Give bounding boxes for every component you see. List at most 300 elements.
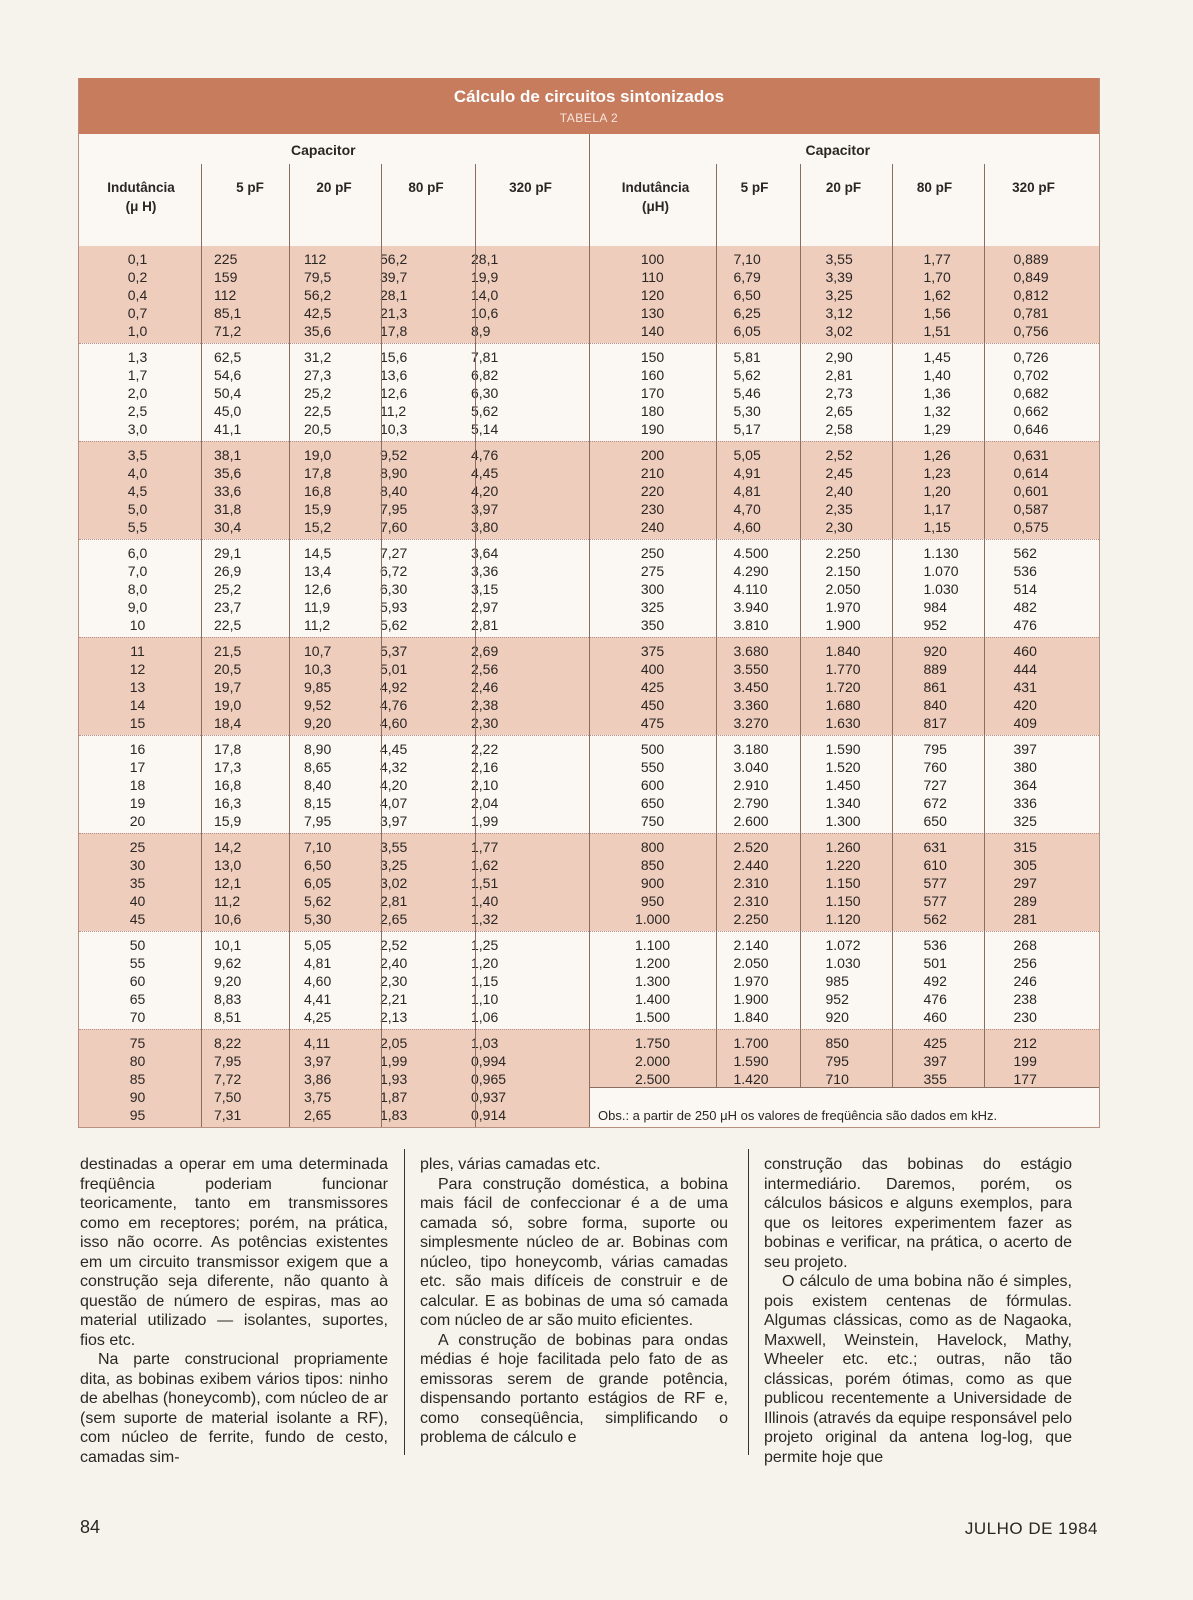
- value-20pf-cell: 4,41: [304, 991, 332, 1007]
- table-row: [79, 990, 589, 1008]
- inductance-cell: 60: [129, 973, 146, 989]
- inductance-cell: 150: [640, 349, 665, 365]
- value-320pf-cell: 28,1: [471, 251, 499, 267]
- value-80pf-cell: 397: [923, 1053, 947, 1069]
- capacitor-heading-right: Capacitor: [805, 142, 871, 158]
- table-row-group: [79, 343, 589, 441]
- value-20pf-cell: 35,6: [304, 323, 332, 339]
- inductance-cell: 85: [129, 1071, 146, 1087]
- value-5pf-cell: 2.520: [733, 839, 769, 855]
- inductance-cell: 425: [640, 679, 665, 695]
- inductance-cell: 3,0: [127, 421, 148, 437]
- value-20pf-cell: 5,62: [304, 893, 332, 909]
- value-320pf-cell: 0,601: [1013, 483, 1049, 499]
- value-80pf-cell: 7,95: [380, 501, 408, 517]
- table-row: [590, 740, 1100, 758]
- col-head-80pf-right: 80 pF: [916, 180, 953, 195]
- table-row-group: [79, 246, 589, 343]
- value-320pf-cell: 0,756: [1013, 323, 1049, 339]
- inductance-cell: 275: [640, 563, 665, 579]
- value-20pf-cell: 56,2: [304, 287, 332, 303]
- value-320pf-cell: 460: [1013, 643, 1037, 659]
- inductance-cell: 10: [129, 617, 146, 633]
- value-80pf-cell: 15,6: [380, 349, 408, 365]
- col-head-5pf-right: 5 pF: [740, 180, 769, 195]
- table-row-group: [590, 539, 1100, 637]
- page-number: 84: [80, 1517, 101, 1537]
- value-320pf-cell: 5,14: [471, 421, 499, 437]
- value-20pf-cell: 1.072: [825, 937, 861, 953]
- value-80pf-cell: 1,62: [923, 287, 951, 303]
- value-80pf-cell: 8,90: [380, 465, 408, 481]
- value-5pf-cell: 2.050: [733, 955, 769, 971]
- table-row: [79, 758, 589, 776]
- table-row-group: [79, 441, 589, 539]
- value-20pf-cell: 2.150: [825, 563, 861, 579]
- table-row: [590, 812, 1100, 830]
- article-paragraph: construção das bobinas do estágio intermediário. Daremos, porém, os cálculos básicos e alguns exemplos, para que os leitores experimentem fazer as bobinas e verificar, na prática, o acerto de seu projeto.: [764, 1156, 1072, 1271]
- value-20pf-cell: 1.840: [825, 643, 861, 659]
- value-5pf-cell: 2.140: [733, 937, 769, 953]
- value-320pf-cell: 297: [1013, 875, 1037, 891]
- value-320pf-cell: 0,726: [1013, 349, 1049, 365]
- value-5pf-cell: 38,1: [214, 447, 242, 463]
- table-row: [79, 660, 589, 678]
- value-80pf-cell: 984: [923, 599, 947, 615]
- value-320pf-cell: 476: [1013, 617, 1037, 633]
- value-80pf-cell: 39,7: [380, 269, 408, 285]
- value-80pf-cell: 672: [923, 795, 947, 811]
- table-right-body: [590, 246, 1100, 1109]
- table-row: [590, 250, 1100, 268]
- inductance-cell: 220: [640, 483, 665, 499]
- value-5pf-cell: 29,1: [214, 545, 242, 561]
- value-5pf-cell: 2.440: [733, 857, 769, 873]
- value-320pf-cell: 2,56: [471, 661, 499, 677]
- value-5pf-cell: 19,0: [214, 697, 242, 713]
- value-320pf-cell: 336: [1013, 795, 1037, 811]
- value-5pf-cell: 22,5: [214, 617, 242, 633]
- inductance-cell: 12: [129, 661, 146, 677]
- value-80pf-cell: 861: [923, 679, 947, 695]
- value-80pf-cell: 610: [923, 857, 947, 873]
- value-5pf-cell: 16,8: [214, 777, 242, 793]
- value-80pf-cell: 4,76: [380, 697, 408, 713]
- table-row: [590, 366, 1100, 384]
- value-5pf-cell: 13,0: [214, 857, 242, 873]
- value-20pf-cell: 1.770: [825, 661, 861, 677]
- value-20pf-cell: 5,05: [304, 937, 332, 953]
- value-80pf-cell: 2,13: [380, 1009, 408, 1025]
- value-320pf-cell: 1,25: [471, 937, 499, 953]
- value-80pf-cell: 2,65: [380, 911, 408, 927]
- table-row: [590, 402, 1100, 420]
- value-5pf-cell: 19,7: [214, 679, 242, 695]
- value-5pf-cell: 5,46: [733, 385, 761, 401]
- value-20pf-cell: 9,20: [304, 715, 332, 731]
- inductance-cell: 210: [640, 465, 665, 481]
- value-5pf-cell: 23,7: [214, 599, 242, 615]
- inductance-cell: 750: [640, 813, 665, 829]
- value-5pf-cell: 41,1: [214, 421, 242, 437]
- value-80pf-cell: 3,25: [380, 857, 408, 873]
- value-80pf-cell: 4,45: [380, 741, 408, 757]
- value-20pf-cell: 710: [825, 1071, 849, 1087]
- value-5pf-cell: 159: [214, 269, 238, 285]
- value-320pf-cell: 3,15: [471, 581, 499, 597]
- table-row: [590, 972, 1100, 990]
- inductance-cell: 2.500: [634, 1071, 671, 1087]
- inductance-cell: 5,0: [127, 501, 148, 517]
- inductance-cell: 25: [129, 839, 146, 855]
- value-80pf-cell: 1.070: [923, 563, 959, 579]
- inductance-cell: 3,5: [127, 447, 148, 463]
- value-80pf-cell: 795: [923, 741, 947, 757]
- inductance-cell: 70: [129, 1009, 146, 1025]
- value-20pf-cell: 2,45: [825, 465, 853, 481]
- value-20pf-cell: 1.450: [825, 777, 861, 793]
- value-5pf-cell: 7,31: [214, 1107, 242, 1123]
- col-head-5pf: 5 pF: [236, 180, 264, 195]
- value-80pf-cell: 840: [923, 697, 947, 713]
- table-title-bar: [79, 78, 1099, 134]
- value-80pf-cell: 1.130: [923, 545, 959, 561]
- table-left-body: [79, 246, 589, 1127]
- table-left-half: [79, 134, 589, 1127]
- value-20pf-cell: 2,52: [825, 447, 853, 463]
- value-320pf-cell: 0,781: [1013, 305, 1049, 321]
- value-320pf-cell: 3,64: [471, 545, 499, 561]
- value-5pf-cell: 3.040: [733, 759, 769, 775]
- inductance-cell: 1,7: [127, 367, 148, 383]
- value-5pf-cell: 10,1: [214, 937, 242, 953]
- value-20pf-cell: 11,2: [304, 617, 331, 633]
- inductance-cell: 55: [129, 955, 146, 971]
- value-5pf-cell: 1.590: [733, 1053, 769, 1069]
- value-320pf-cell: 0,914: [471, 1107, 507, 1123]
- inductance-cell: 16: [129, 741, 146, 757]
- inductance-cell: 450: [640, 697, 665, 713]
- table-row: [590, 990, 1100, 1008]
- table-row: [79, 954, 589, 972]
- value-20pf-cell: 2,65: [825, 403, 853, 419]
- value-320pf-cell: 3,36: [471, 563, 499, 579]
- value-20pf-cell: 9,52: [304, 697, 332, 713]
- inductance-heading-right: Indutância (μH): [621, 180, 690, 214]
- value-5pf-cell: 15,9: [214, 813, 242, 829]
- table-row: [79, 304, 589, 322]
- value-320pf-cell: 4,45: [471, 465, 499, 481]
- value-320pf-cell: 420: [1013, 697, 1037, 713]
- value-20pf-cell: 1.680: [825, 697, 861, 713]
- table-row: [79, 838, 589, 856]
- value-80pf-cell: 11,2: [380, 403, 407, 419]
- value-5pf-cell: 16,3: [214, 795, 242, 811]
- table-row: [79, 1106, 589, 1124]
- table-row: [590, 464, 1100, 482]
- value-5pf-cell: 3.810: [733, 617, 769, 633]
- value-80pf-cell: 12,6: [380, 385, 408, 401]
- table-row: [79, 642, 589, 660]
- value-80pf-cell: 10,3: [380, 421, 408, 437]
- table-row: [590, 268, 1100, 286]
- value-320pf-cell: 1,40: [471, 893, 499, 909]
- value-20pf-cell: 9,85: [304, 679, 332, 695]
- value-320pf-cell: 230: [1013, 1009, 1037, 1025]
- value-5pf-cell: 3.270: [733, 715, 769, 731]
- value-80pf-cell: 760: [923, 759, 947, 775]
- inductance-cell: 35: [129, 875, 146, 891]
- article-paragraph: O cálculo de uma bobina não é simples, pois existem centenas de fórmulas. Algumas clássicas, como as de Nagaoka, Maxwell, Weinstein, Havelock, Mathy, Wheeler etc. etc.; outras, não tão clássicas, porém ótimas, como as que publicou recentemente a Universidade de Illinois (através da equipe responsável pelo projeto original da antena log-log, que permite hoje que: [764, 1273, 1072, 1466]
- col-head-320pf: 320 pF: [509, 180, 552, 195]
- inductance-cell: 4,0: [127, 465, 148, 481]
- value-80pf-cell: 2,21: [380, 991, 408, 1007]
- inductance-cell: 90: [129, 1089, 146, 1105]
- value-80pf-cell: 1,40: [923, 367, 951, 383]
- inductance-cell: 65: [129, 991, 146, 1007]
- value-20pf-cell: 1.590: [825, 741, 861, 757]
- inductance-cell: 0,2: [127, 269, 148, 285]
- value-320pf-cell: 1,32: [471, 911, 499, 927]
- value-80pf-cell: 2,81: [380, 893, 408, 909]
- value-80pf-cell: 1,77: [923, 251, 951, 267]
- inductance-cell: 1.100: [634, 937, 671, 953]
- value-320pf-cell: 1,62: [471, 857, 499, 873]
- value-320pf-cell: 8,9: [471, 323, 491, 339]
- value-320pf-cell: 212: [1013, 1035, 1037, 1051]
- value-320pf-cell: 444: [1013, 661, 1037, 677]
- value-20pf-cell: 20,5: [304, 421, 332, 437]
- value-80pf-cell: 1,93: [380, 1071, 408, 1087]
- inductance-cell: 130: [640, 305, 665, 321]
- value-320pf-cell: 19,9: [471, 269, 499, 285]
- value-5pf-cell: 31,8: [214, 501, 242, 517]
- value-5pf-cell: 62,5: [214, 349, 242, 365]
- table-row: [590, 384, 1100, 402]
- value-20pf-cell: 2,65: [304, 1107, 332, 1123]
- value-20pf-cell: 2,40: [825, 483, 853, 499]
- inductance-cell: 350: [640, 617, 665, 633]
- value-5pf-cell: 4,60: [733, 519, 761, 535]
- value-5pf-cell: 5,62: [733, 367, 761, 383]
- value-20pf-cell: 8,65: [304, 759, 332, 775]
- value-80pf-cell: 4,07: [380, 795, 408, 811]
- value-20pf-cell: 1.150: [825, 875, 861, 891]
- value-320pf-cell: 2,46: [471, 679, 499, 695]
- value-80pf-cell: 5,62: [380, 617, 408, 633]
- value-20pf-cell: 1.630: [825, 715, 861, 731]
- value-320pf-cell: 281: [1013, 911, 1037, 927]
- value-5pf-cell: 50,4: [214, 385, 242, 401]
- value-320pf-cell: 0,812: [1013, 287, 1049, 303]
- table-row: [590, 562, 1100, 580]
- value-5pf-cell: 8,22: [214, 1035, 242, 1051]
- table-row: [79, 696, 589, 714]
- inductance-cell: 240: [640, 519, 665, 535]
- table-row: [590, 322, 1100, 340]
- table-row: [590, 446, 1100, 464]
- table-row: [590, 1034, 1100, 1052]
- article-column-3: [764, 1155, 1072, 1467]
- value-80pf-cell: 7,60: [380, 519, 408, 535]
- value-5pf-cell: 45,0: [214, 403, 242, 419]
- table-row: [590, 856, 1100, 874]
- value-80pf-cell: 492: [923, 973, 947, 989]
- value-80pf-cell: 21,3: [380, 305, 408, 321]
- value-20pf-cell: 22,5: [304, 403, 332, 419]
- inductance-cell: 11: [130, 643, 145, 659]
- inductance-cell: 500: [640, 741, 665, 757]
- value-80pf-cell: 2,52: [380, 937, 408, 953]
- col-head-80pf: 80 pF: [408, 180, 444, 195]
- inductance-cell: 45: [129, 911, 146, 927]
- table-row: [79, 580, 589, 598]
- value-320pf-cell: 1,20: [471, 955, 499, 971]
- value-80pf-cell: 1,87: [380, 1089, 408, 1105]
- value-5pf-cell: 1.970: [733, 973, 769, 989]
- table-row-group: [590, 735, 1100, 833]
- inductance-cell: 95: [129, 1107, 146, 1123]
- value-320pf-cell: 0,965: [471, 1071, 507, 1087]
- inductance-cell: 1.500: [634, 1009, 671, 1025]
- value-20pf-cell: 17,8: [304, 465, 332, 481]
- value-320pf-cell: 6,30: [471, 385, 499, 401]
- value-320pf-cell: 2,69: [471, 643, 499, 659]
- value-80pf-cell: 1,70: [923, 269, 951, 285]
- value-320pf-cell: 0,646: [1013, 421, 1049, 437]
- value-320pf-cell: 1,10: [471, 991, 499, 1007]
- inductance-cell: 19: [129, 795, 146, 811]
- value-320pf-cell: 2,22: [471, 741, 499, 757]
- inductance-cell: 1.200: [634, 955, 671, 971]
- inductance-cell: 180: [640, 403, 665, 419]
- issue-date: JULHO DE 1984: [964, 1519, 1098, 1538]
- inductance-cell: 40: [129, 893, 146, 909]
- table-row: [79, 1034, 589, 1052]
- value-80pf-cell: 889: [923, 661, 947, 677]
- value-5pf-cell: 4.290: [733, 563, 769, 579]
- value-80pf-cell: 3,02: [380, 875, 408, 891]
- value-5pf-cell: 11,2: [214, 893, 241, 909]
- inductance-cell: 30: [129, 857, 146, 873]
- value-5pf-cell: 4,81: [733, 483, 761, 499]
- value-20pf-cell: 15,9: [304, 501, 332, 517]
- value-320pf-cell: 2,81: [471, 617, 499, 633]
- inductance-heading-left: Indutância (μ H): [107, 180, 175, 214]
- value-20pf-cell: 3,97: [304, 1053, 332, 1069]
- value-5pf-cell: 1.700: [733, 1035, 769, 1051]
- value-20pf-cell: 1.720: [825, 679, 861, 695]
- value-320pf-cell: 199: [1013, 1053, 1037, 1069]
- table-row: [590, 580, 1100, 598]
- table-row: [590, 286, 1100, 304]
- value-80pf-cell: 1,26: [923, 447, 951, 463]
- value-20pf-cell: 1.220: [825, 857, 861, 873]
- value-80pf-cell: 1,56: [923, 305, 951, 321]
- value-20pf-cell: 1.520: [825, 759, 861, 775]
- table-row: [79, 874, 589, 892]
- table-row: [79, 322, 589, 340]
- table-row: [79, 1008, 589, 1026]
- value-80pf-cell: 1,23: [923, 465, 951, 481]
- col-head-320pf-right: 320 pF: [1012, 180, 1055, 195]
- value-320pf-cell: 0,849: [1013, 269, 1049, 285]
- value-5pf-cell: 7,72: [214, 1071, 242, 1087]
- table-note: Obs.: a partir de 250 μH os valores de freqüência são dados em kHz.: [589, 1087, 1099, 1127]
- table-row-group: [590, 343, 1100, 441]
- value-20pf-cell: 1.260: [825, 839, 861, 855]
- value-5pf-cell: 2.310: [733, 875, 769, 891]
- table-title: Cálculo de circuitos sintonizados: [453, 87, 725, 106]
- value-320pf-cell: 536: [1013, 563, 1037, 579]
- value-5pf-cell: 4,91: [733, 465, 761, 481]
- value-20pf-cell: 8,40: [304, 777, 332, 793]
- value-80pf-cell: 4,20: [380, 777, 408, 793]
- value-20pf-cell: 920: [825, 1009, 849, 1025]
- inductance-cell: 7,0: [127, 563, 148, 579]
- value-5pf-cell: 54,6: [214, 367, 242, 383]
- value-80pf-cell: 13,6: [380, 367, 408, 383]
- value-5pf-cell: 3.360: [733, 697, 769, 713]
- value-80pf-cell: 17,8: [380, 323, 408, 339]
- value-80pf-cell: 536: [923, 937, 947, 953]
- inductance-cell: 20: [129, 813, 146, 829]
- value-320pf-cell: 5,62: [471, 403, 499, 419]
- value-5pf-cell: 25,2: [214, 581, 242, 597]
- value-20pf-cell: 19,0: [304, 447, 332, 463]
- value-20pf-cell: 11,9: [304, 599, 331, 615]
- value-320pf-cell: 2,16: [471, 759, 499, 775]
- value-5pf-cell: 35,6: [214, 465, 242, 481]
- table-row: [79, 616, 589, 634]
- value-20pf-cell: 1.970: [825, 599, 861, 615]
- inductance-cell: 2.000: [634, 1053, 671, 1069]
- value-20pf-cell: 4,81: [304, 955, 332, 971]
- table-row: [79, 910, 589, 928]
- value-20pf-cell: 1.340: [825, 795, 861, 811]
- value-80pf-cell: 631: [923, 839, 947, 855]
- inductance-cell: 13: [129, 679, 146, 695]
- table-row: [590, 892, 1100, 910]
- inductance-cell: 1,3: [127, 349, 148, 365]
- value-5pf-cell: 7,95: [214, 1053, 242, 1069]
- table-row-group: [590, 637, 1100, 735]
- value-80pf-cell: 9,52: [380, 447, 408, 463]
- table-row-group: [590, 833, 1100, 931]
- inductance-cell: 375: [640, 643, 665, 659]
- table-row: [590, 518, 1100, 536]
- value-5pf-cell: 30,4: [214, 519, 242, 535]
- value-80pf-cell: 5,01: [380, 661, 408, 677]
- inductance-cell: 200: [640, 447, 665, 463]
- value-80pf-cell: 2,30: [380, 973, 408, 989]
- value-20pf-cell: 3,12: [825, 305, 853, 321]
- table-row-group: [79, 833, 589, 931]
- value-20pf-cell: 952: [825, 991, 849, 1007]
- value-80pf-cell: 817: [923, 715, 947, 731]
- value-5pf-cell: 3.550: [733, 661, 769, 677]
- value-80pf-cell: 1,15: [923, 519, 951, 535]
- table-row: [590, 598, 1100, 616]
- value-5pf-cell: 4.110: [733, 581, 768, 597]
- inductance-cell: 300: [640, 581, 665, 597]
- table-row: [79, 268, 589, 286]
- value-20pf-cell: 4,60: [304, 973, 332, 989]
- value-5pf-cell: 6,50: [733, 287, 761, 303]
- col-head-20pf-right: 20 pF: [825, 180, 862, 195]
- inductance-cell: 80: [129, 1053, 146, 1069]
- value-80pf-cell: 1,51: [923, 323, 951, 339]
